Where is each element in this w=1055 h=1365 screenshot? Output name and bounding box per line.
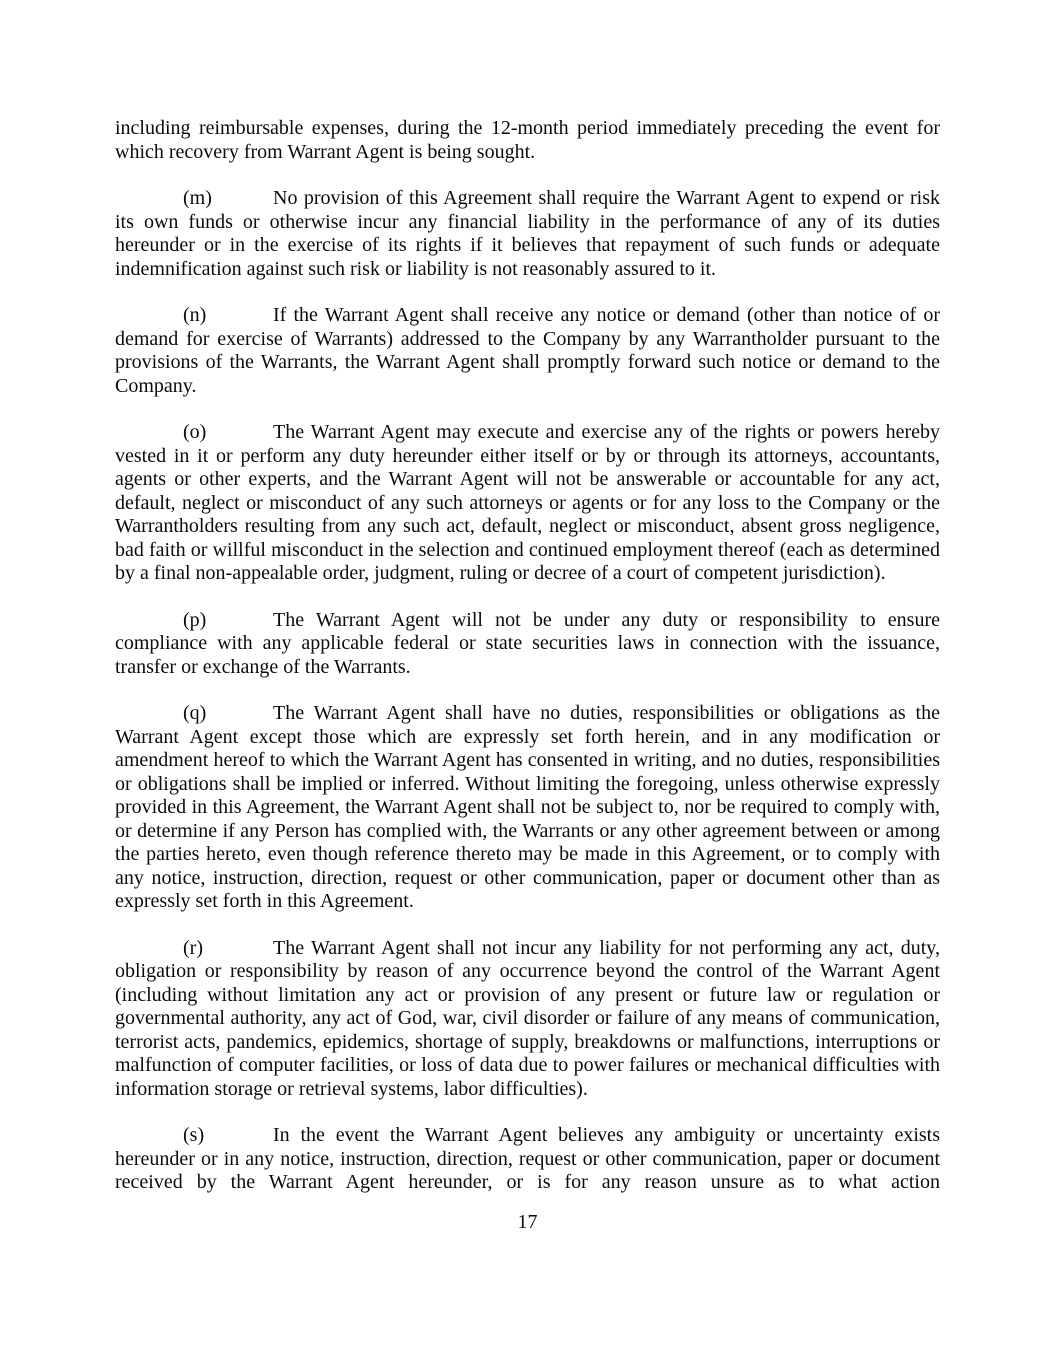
paragraph-text: The Warrant Agent may execute and exercise any of the rights or powers hereby vested in it or perform any duty hereunder either itself or by or through its attorneys, accountants, agents or other experts, and the Warrant Agent will not be answerable or accountable for any act, default, neglect or misconduct of any such attorneys or agents or for any loss to the Company or the Warrantholders resulting from any such act, default, neglect or misconduct, absent gross negligence, bad faith or willful misconduct in the selection and continued employment thereof (each as determined by a final non-appealable order, judgment, ruling or decree of a court of competent jurisdiction). (115, 421, 940, 584)
paragraph-m (115, 187, 940, 281)
paragraph-text: including reimbursable expenses, during the 12-month period immediately preceding the event for which recovery from Warrant Agent is being sought. (115, 117, 940, 163)
page-number: 17 (517, 1210, 538, 1233)
document-body (115, 117, 940, 1234)
paragraph-label: (p) (183, 608, 207, 631)
paragraph-text: The Warrant Agent will not be under any duty or responsibility to ensure compliance with any applicable federal or state securities laws in connection with the issuance, transfer or exchange of the Warrants. (115, 608, 940, 678)
paragraph-label: (o) (183, 421, 207, 443)
paragraph-text: No provision of this Agreement shall require the Warrant Agent to expend or risk its own funds or otherwise incur any financial liability in the performance of any of its duties hereunder or in the exercise of its rights if it believes that repayment of such funds or adequate indemnification against such risk or liability is not reasonably assured to it. (115, 187, 940, 280)
paragraph-text: The Warrant Agent shall have no duties, responsibilities or obligations as the Warrant Agent except those which are expressly set forth herein, and in any modification or amendment hereof to which the Warrant Agent has consented in writing, and no duties, responsibilities or obligations shall be implied or inferred. Without limiting the foregoing, unless otherwise expressly provided in this Agreement, the Warrant Agent shall not be subject to, nor be required to comply with, or determine if any Person has complied with, the Warrants or any other agreement between or among the parties hereto, even though reference thereto may be made in this Agreement, or to comply with any notice, instruction, direction, request or other communication, paper or document other than as expressly set forth in this Agreement. (115, 702, 940, 912)
paragraph-label: (n) (183, 304, 207, 326)
paragraph-label: (r) (183, 936, 203, 959)
paragraph-continuation (115, 117, 940, 164)
paragraph-text: The Warrant Agent shall not incur any liability for not performing any act, duty, obligation or responsibility by reason of any occurrence beyond the control of the Warrant Agent (including without limitation any act or provision of any present or future law or regulation or governmental authority, any act of God, war, civil disorder or failure of any means of communication, terrorist acts, pandemics, epidemics, shortage of supply, breakdowns or malfunctions, interruptions or malfunction of computer facilities, or loss of data due to power failures or mechanical difficulties with information storage or retrieval systems, labor difficulties). (115, 936, 940, 1100)
paragraph-label: (q) (183, 702, 207, 724)
paragraph-label: (s) (183, 1124, 205, 1146)
paragraph-text: In the event the Warrant Agent believes any ambiguity or uncertainty exists hereunder or in any notice, instruction, direction, request or other communication, paper or document received by the Warrant Agent hereunder, or is for any reason unsure as to what action (115, 1124, 940, 1193)
paragraph-p (115, 609, 940, 680)
paragraph-n (115, 304, 940, 398)
paragraph-label: (m) (183, 187, 212, 209)
paragraph-q (115, 702, 940, 914)
paragraph-s (115, 1124, 940, 1195)
paragraph-text: If the Warrant Agent shall receive any notice or demand (other than notice of or demand for exercise of Warrants) addressed to the Company by any Warrantholder pursuant to the provisions of the Warrants, the Warrant Agent shall promptly forward such notice or demand to the Company. (115, 304, 940, 397)
paragraph-r (115, 937, 940, 1102)
paragraph-o (115, 421, 940, 586)
